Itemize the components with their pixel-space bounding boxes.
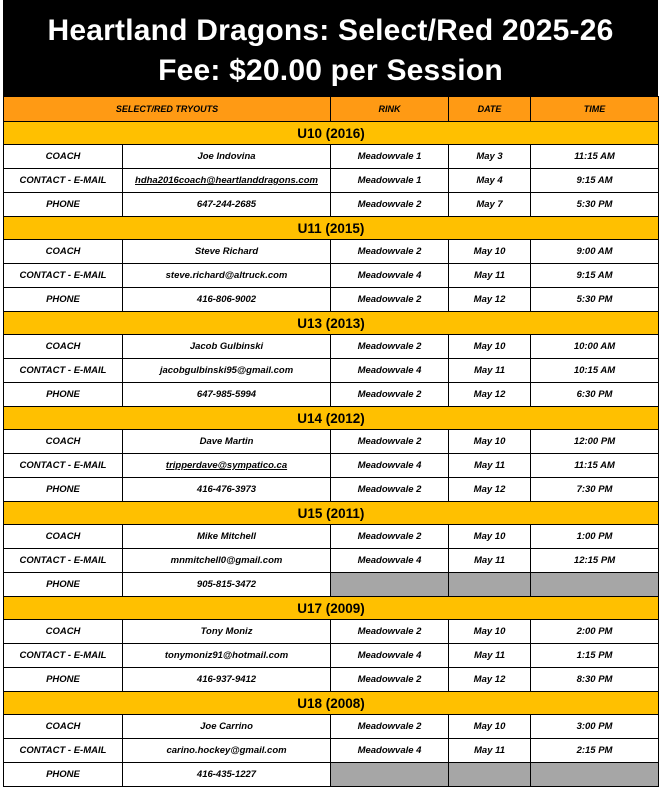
session-rink: Meadowvale 2 <box>331 620 449 644</box>
coach-phone: 416-806-9002 <box>123 288 331 312</box>
session-date: May 12 <box>449 288 531 312</box>
session-rink: Meadowvale 4 <box>331 264 449 288</box>
session-rink: Meadowvale 4 <box>331 549 449 573</box>
coach-name: Dave Martin <box>123 430 331 454</box>
division-header-row <box>4 217 659 240</box>
session-rink: Meadowvale 4 <box>331 359 449 383</box>
row-label: COACH <box>4 335 123 359</box>
session-rink: Meadowvale 4 <box>331 454 449 478</box>
session-date: May 10 <box>449 430 531 454</box>
session-date: May 12 <box>449 478 531 502</box>
table-row <box>4 549 659 573</box>
row-label: COACH <box>4 525 123 549</box>
session-date: May 11 <box>449 264 531 288</box>
row-label: COACH <box>4 145 123 169</box>
session-date: May 10 <box>449 715 531 739</box>
division-header-row <box>4 502 659 525</box>
session-rink: Meadowvale 2 <box>331 478 449 502</box>
row-label: PHONE <box>4 668 123 692</box>
table-row <box>4 288 659 312</box>
session-rink: Meadowvale 1 <box>331 145 449 169</box>
row-label: COACH <box>4 240 123 264</box>
coach-name: Steve Richard <box>123 240 331 264</box>
row-label: CONTACT - E-MAIL <box>4 454 123 478</box>
session-time: 1:00 PM <box>531 525 659 549</box>
empty-cell <box>449 763 531 787</box>
table-row <box>4 739 659 763</box>
row-label: PHONE <box>4 383 123 407</box>
table-row <box>4 478 659 502</box>
session-rink: Meadowvale 2 <box>331 335 449 359</box>
session-time: 2:00 PM <box>531 620 659 644</box>
session-time: 1:15 PM <box>531 644 659 668</box>
session-rink: Meadowvale 1 <box>331 169 449 193</box>
coach-phone: 416-476-3973 <box>123 478 331 502</box>
table-row <box>4 145 659 169</box>
session-time: 5:30 PM <box>531 288 659 312</box>
session-time: 7:30 PM <box>531 478 659 502</box>
coach-email[interactable] <box>123 169 331 193</box>
row-label: COACH <box>4 430 123 454</box>
coach-email[interactable] <box>123 359 331 383</box>
row-label: PHONE <box>4 288 123 312</box>
header-date: DATE <box>449 97 531 122</box>
coach-name: Joe Carrino <box>123 715 331 739</box>
coach-email[interactable] <box>123 739 331 763</box>
session-date: May 10 <box>449 525 531 549</box>
coach-name: Mike Mitchell <box>123 525 331 549</box>
row-label: PHONE <box>4 478 123 502</box>
row-label: COACH <box>4 715 123 739</box>
table-row <box>4 335 659 359</box>
email-link[interactable]: tripperdave@sympatico.ca <box>165 460 288 471</box>
division-header-row <box>4 597 659 620</box>
empty-cell <box>531 573 659 597</box>
row-label: CONTACT - E-MAIL <box>4 169 123 193</box>
coach-name: Joe Indovina <box>123 145 331 169</box>
session-rink: Meadowvale 2 <box>331 240 449 264</box>
row-label: CONTACT - E-MAIL <box>4 549 123 573</box>
row-label: COACH <box>4 620 123 644</box>
row-label: CONTACT - E-MAIL <box>4 359 123 383</box>
session-time: 2:15 PM <box>531 739 659 763</box>
division-header-row <box>4 692 659 715</box>
table-row <box>4 240 659 264</box>
table-row <box>4 264 659 288</box>
sheet-title: Heartland Dragons: Select/Red 2025-26 <box>47 14 614 47</box>
session-time: 9:15 AM <box>531 264 659 288</box>
session-date: May 4 <box>449 169 531 193</box>
coach-name: Tony Moniz <box>123 620 331 644</box>
row-label: CONTACT - E-MAIL <box>4 264 123 288</box>
session-rink: Meadowvale 2 <box>331 288 449 312</box>
division-rows <box>4 122 659 787</box>
table-row <box>4 644 659 668</box>
session-rink: Meadowvale 4 <box>331 739 449 763</box>
fee-line: Fee: $20.00 per Session <box>158 54 503 87</box>
email-link[interactable]: mnmitchell0@gmail.com <box>170 555 283 566</box>
table-row <box>4 620 659 644</box>
session-date: May 11 <box>449 454 531 478</box>
coach-name: Jacob Gulbinski <box>123 335 331 359</box>
table-row <box>4 430 659 454</box>
division-header-row <box>4 407 659 430</box>
division-title: U13 (2013) <box>4 312 659 335</box>
division-title: U15 (2011) <box>4 502 659 525</box>
tryout-sheet <box>3 0 658 787</box>
table-row <box>4 525 659 549</box>
session-rink: Meadowvale 2 <box>331 430 449 454</box>
email-link[interactable]: hdha2016coach@heartlanddragons.com <box>135 175 318 186</box>
session-date: May 12 <box>449 668 531 692</box>
session-time: 12:15 PM <box>531 549 659 573</box>
coach-email[interactable] <box>123 549 331 573</box>
session-rink: Meadowvale 2 <box>331 525 449 549</box>
division-header-row <box>4 122 659 145</box>
row-label: CONTACT - E-MAIL <box>4 739 123 763</box>
row-label: PHONE <box>4 193 123 217</box>
table-row <box>4 715 659 739</box>
session-time: 10:15 AM <box>531 359 659 383</box>
session-date: May 11 <box>449 644 531 668</box>
division-title: U14 (2012) <box>4 407 659 430</box>
session-date: May 10 <box>449 335 531 359</box>
table-row <box>4 763 659 787</box>
email-link[interactable]: steve.richard@altruck.com <box>165 270 288 281</box>
session-time: 11:15 AM <box>531 454 659 478</box>
session-rink: Meadowvale 2 <box>331 715 449 739</box>
session-date: May 11 <box>449 359 531 383</box>
division-header-row <box>4 312 659 335</box>
session-rink: Meadowvale 2 <box>331 383 449 407</box>
session-rink: Meadowvale 2 <box>331 668 449 692</box>
table-row <box>4 454 659 478</box>
table-row <box>4 668 659 692</box>
coach-email[interactable] <box>123 454 331 478</box>
tryout-table <box>3 96 659 787</box>
email-link[interactable]: carino.hockey@gmail.com <box>166 745 287 756</box>
row-label: PHONE <box>4 573 123 597</box>
email-link[interactable]: tonymoniz91@hotmail.com <box>164 650 289 661</box>
session-time: 3:00 PM <box>531 715 659 739</box>
session-time: 5:30 PM <box>531 193 659 217</box>
session-date: May 11 <box>449 739 531 763</box>
empty-cell <box>331 573 449 597</box>
header-rink: RINK <box>331 97 449 122</box>
title-banner <box>3 0 658 96</box>
session-date: May 10 <box>449 620 531 644</box>
coach-email[interactable] <box>123 264 331 288</box>
division-title: U17 (2009) <box>4 597 659 620</box>
empty-cell <box>331 763 449 787</box>
header-row <box>4 97 659 122</box>
table-row <box>4 359 659 383</box>
header-time: TIME <box>531 97 659 122</box>
session-rink: Meadowvale 2 <box>331 193 449 217</box>
session-date: May 11 <box>449 549 531 573</box>
coach-phone: 647-244-2685 <box>123 193 331 217</box>
table-row <box>4 573 659 597</box>
session-date: May 3 <box>449 145 531 169</box>
session-time: 8:30 PM <box>531 668 659 692</box>
row-label: PHONE <box>4 763 123 787</box>
session-time: 9:00 AM <box>531 240 659 264</box>
header-tryouts: SELECT/RED TRYOUTS <box>4 97 331 122</box>
coach-email[interactable] <box>123 644 331 668</box>
session-time: 12:00 PM <box>531 430 659 454</box>
table-row <box>4 169 659 193</box>
session-time: 11:15 AM <box>531 145 659 169</box>
session-date: May 7 <box>449 193 531 217</box>
session-date: May 12 <box>449 383 531 407</box>
session-date: May 10 <box>449 240 531 264</box>
division-title: U11 (2015) <box>4 217 659 240</box>
session-time: 6:30 PM <box>531 383 659 407</box>
division-title: U18 (2008) <box>4 692 659 715</box>
table-row <box>4 383 659 407</box>
row-label: CONTACT - E-MAIL <box>4 644 123 668</box>
session-time: 9:15 AM <box>531 169 659 193</box>
session-rink: Meadowvale 4 <box>331 644 449 668</box>
email-link[interactable]: jacobgulbinski95@gmail.com <box>159 365 294 376</box>
empty-cell <box>531 763 659 787</box>
coach-phone: 905-815-3472 <box>123 573 331 597</box>
coach-phone: 416-435-1227 <box>123 763 331 787</box>
table-row <box>4 193 659 217</box>
division-title: U10 (2016) <box>4 122 659 145</box>
empty-cell <box>449 573 531 597</box>
coach-phone: 416-937-9412 <box>123 668 331 692</box>
coach-phone: 647-985-5994 <box>123 383 331 407</box>
session-time: 10:00 AM <box>531 335 659 359</box>
